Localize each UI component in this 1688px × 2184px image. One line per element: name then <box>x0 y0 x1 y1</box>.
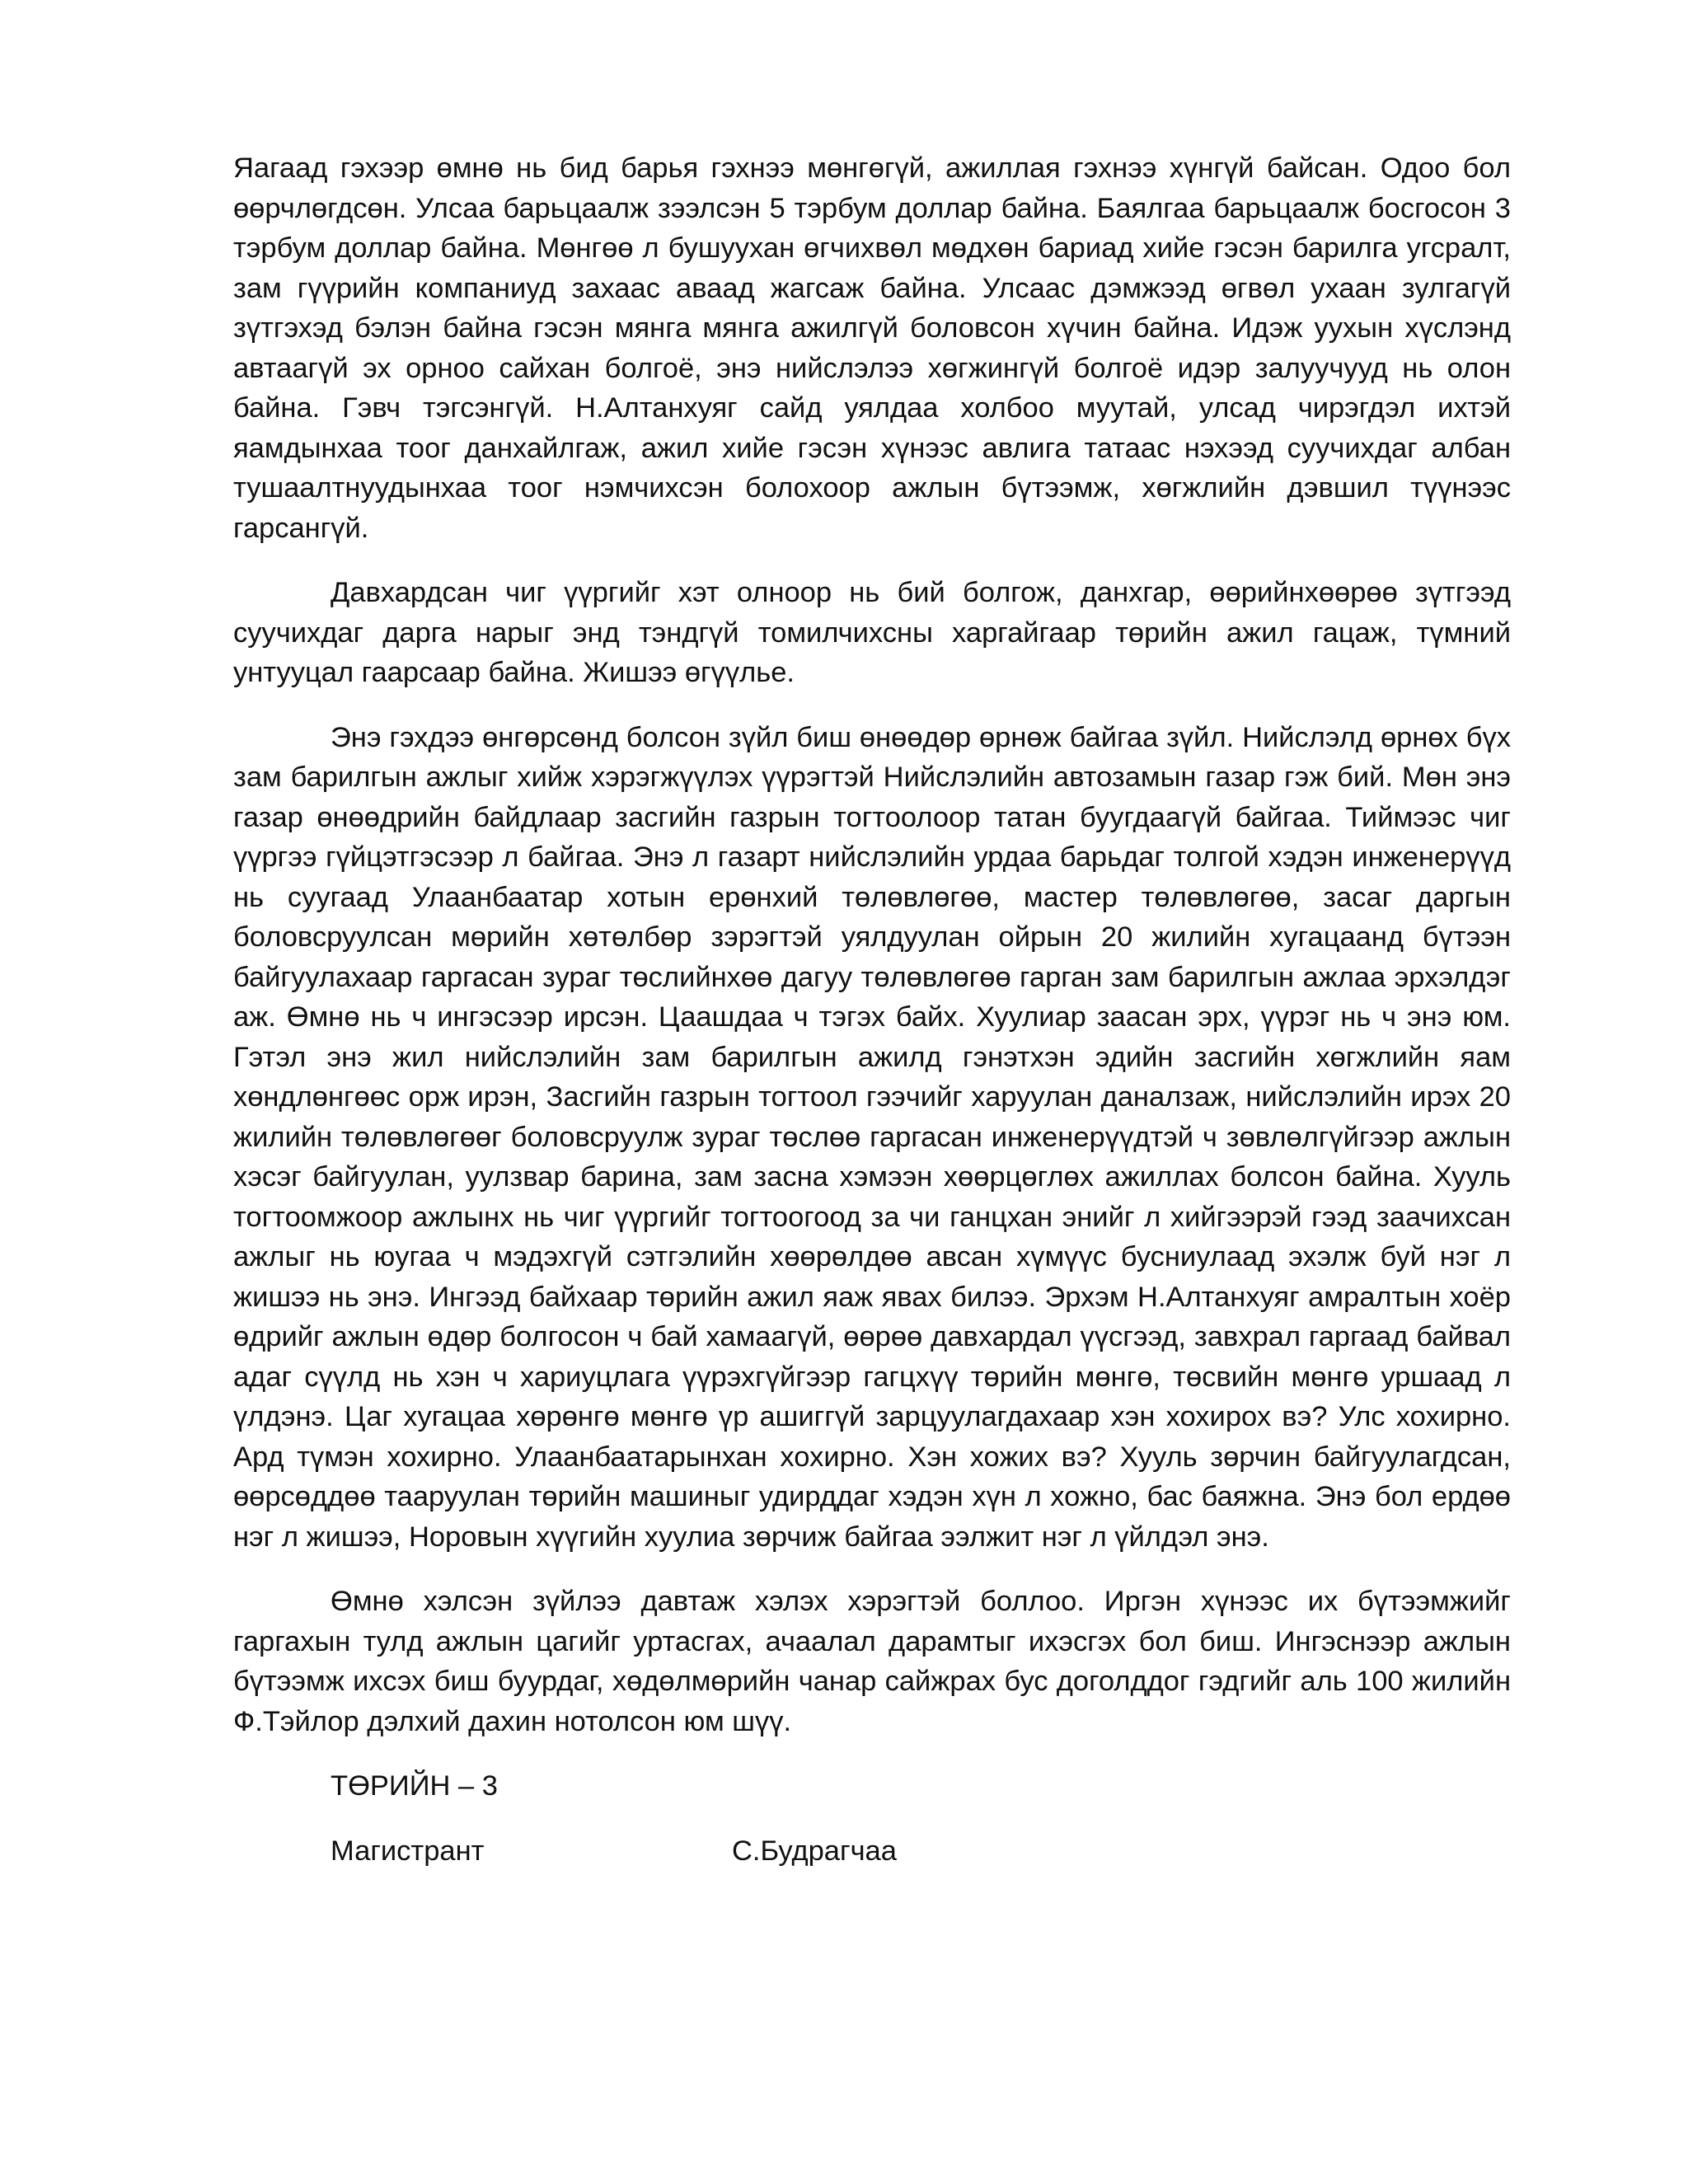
signature-name: С.Будрагчаа <box>732 1835 897 1867</box>
section-heading: ТӨРИЙН – 3 <box>331 1770 498 1802</box>
paragraph-4: Өмнө хэлсэн зүйлээ давтаж хэлэх хэрэгтэй боллоо. Иргэн хүнээс их бүтээмжийг гаргахын тулд ажлын цагийг уртасгах, ачаалал дарамтыг ихэсгэх бол биш. Ингэснээр ажлын бүтээмж ихсэх биш буурдаг, хөдөлмөрийн чанар сайжрах бус доголддог гэдгийг аль 100 жилийн Ф.Тэйлор дэлхий дахин нотолсон юм шүү. <box>233 1586 1511 1737</box>
document-body <box>233 148 1511 1871</box>
paragraph-2: Давхардсан чиг үүргийг хэт олноор нь бий болгож, данхгар, өөрийнхөөрөө зүтгээд суучихдаг дарга нарыг энд тэндгүй томилчихсны харгайгаар төрийн ажил гацаж, түмний унтууцал гаарсаар байна. Жишээ өгүүлье. <box>233 577 1511 688</box>
paragraph-1: Яагаад гэхээр өмнө нь бид барья гэхнээ мөнгөгүй, ажиллая гэхнээ хүнгүй байсан. Одоо бол өөрчлөгдсөн. Улсаа барьцаалж зээлсэн 5 тэрбум доллар байна. Баялгаа барьцаалж босгосон 3 тэрбум доллар байна. Мөнгөө л бушуухан өгчихвөл мөдхөн бариад хийе гэсэн барилга угсралт, зам гүүрийн компаниуд захаас аваад жагсаж байна. Улсаас дэмжээд өгвөл ухаан зулгагүй зүтгэхэд бэлэн байна гэсэн мянга мянга ажилгүй боловсон хүчин байна. Идэж уухын хүслэнд автаагүй эх орноо сайхан болгоё, энэ нийслэлээ хөгжингүй болгоё идэр залуучууд нь олон байна. Гэвч тэгсэнгүй. Н.Алтанхуяг сайд уялдаа холбоо муутай, улсад чирэгдэл ихтэй яамдынхаа тоог данхайлгаж, ажил хийе гэсэн хүнээс авлига татаас нэхээд суучихдаг албан тушаалтнуудынхаа тоог нэмчихсэн болохоор ажлын бүтээмж, хөгжлийн дэвшил түүнээс гарсангүй. <box>233 152 1511 544</box>
paragraph-3: Энэ гэхдээ өнгөрсөнд болсон зүйл биш өнөөдөр өрнөж байгаа зүйл. Нийслэлд өрнөх бүх зам барилгын ажлыг хийж хэрэгжүүлэх үүрэгтэй Нийслэлийн автозамын газар гэж бий. Мөн энэ газар өнөөдрийн байдлаар засгийн газрын тогтоолоор татан буугдаагүй байгаа. Тиймээс чиг үүргээ гүйцэтгэсээр л байгаа. Энэ л газарт нийслэлийн урдаа барьдаг толгой хэдэн инженерүүд нь суугаад Улаанбаатар хотын ерөнхий төлөвлөгөө, мастер төлөвлөгөө, засаг даргын боловсруулсан мөрийн хөтөлбөр зэрэгтэй уялдуулан ойрын 20 жилийн хугацаанд бүтээн байгуулахаар гаргасан зураг төслийнхөө дагуу төлөвлөгөө гарган зам барилгын ажлаа эрхэлдэг аж. Өмнө нь ч ингэсээр ирсэн. Цаашдаа ч тэгэх байх. Хуулиар заасан эрх, үүрэг нь ч энэ юм. Гэтэл энэ жил нийслэлийн зам барилгын ажилд гэнэтхэн эдийн засгийн хөгжлийн яам хөндлөнгөөс орж ирэн, Засгийн газрын тогтоол гээчийг харуулан даналзаж, нийслэлийн ирэх 20 жилийн төлөвлөгөөг боловсруулж зураг төслөө гаргасан инженерүүдтэй ч зөвлөлгүйгээр ажлын хэсэг байгуулан, уулзвар барина, зам засна хэмээн хөөрцөглөх ажиллах болсон байна. Хууль тогтоомжоор ажлынх нь чиг үүргийг тогтоогоод за чи ганцхан энийг л хийгээрэй гээд заачихсан ажлыг нь юугаа ч мэдэхгүй сэтгэлийн хөөрөлдөө авсан хүмүүс бусниулаад эхэлж буй нэг л жишээ нь энэ. Ингээд байхаар төрийн ажил яаж явах билээ. Эрхэм Н.Алтанхуяг амралтын хоёр өдрийг ажлын өдөр болгосон ч бай хамаагүй, өөрөө давхардал үүсгээд, завхрал гаргаад байвал адаг сүүлд нь хэн ч хариуцлага үүрэхгүйгээр гагцхүү төрийн мөнгө, төсвийн мөнгө уршаад л үлдэнэ. Цаг хугацаа хөрөнгө мөнгө үр ашиггүй зарцуулагдахаар хэн хохирох вэ? Улс хохирно. Ард түмэн хохирно. Улаанбаатарынхан хохирно. Хэн хожих вэ? Хууль зөрчин байгуулагдсан, өөрсөддөө тааруулан төрийн машиныг удирддаг хэдэн хүн л хожно, бас баяжна. Энэ бол ердөө нэг л жишээ, Норовын хүүгийн хуулиа зөрчиж байгаа ээлжит нэг л үйлдэл энэ. <box>233 721 1511 1553</box>
signature-line <box>233 1831 1511 1872</box>
signature-role: Магистрант <box>331 1835 485 1867</box>
